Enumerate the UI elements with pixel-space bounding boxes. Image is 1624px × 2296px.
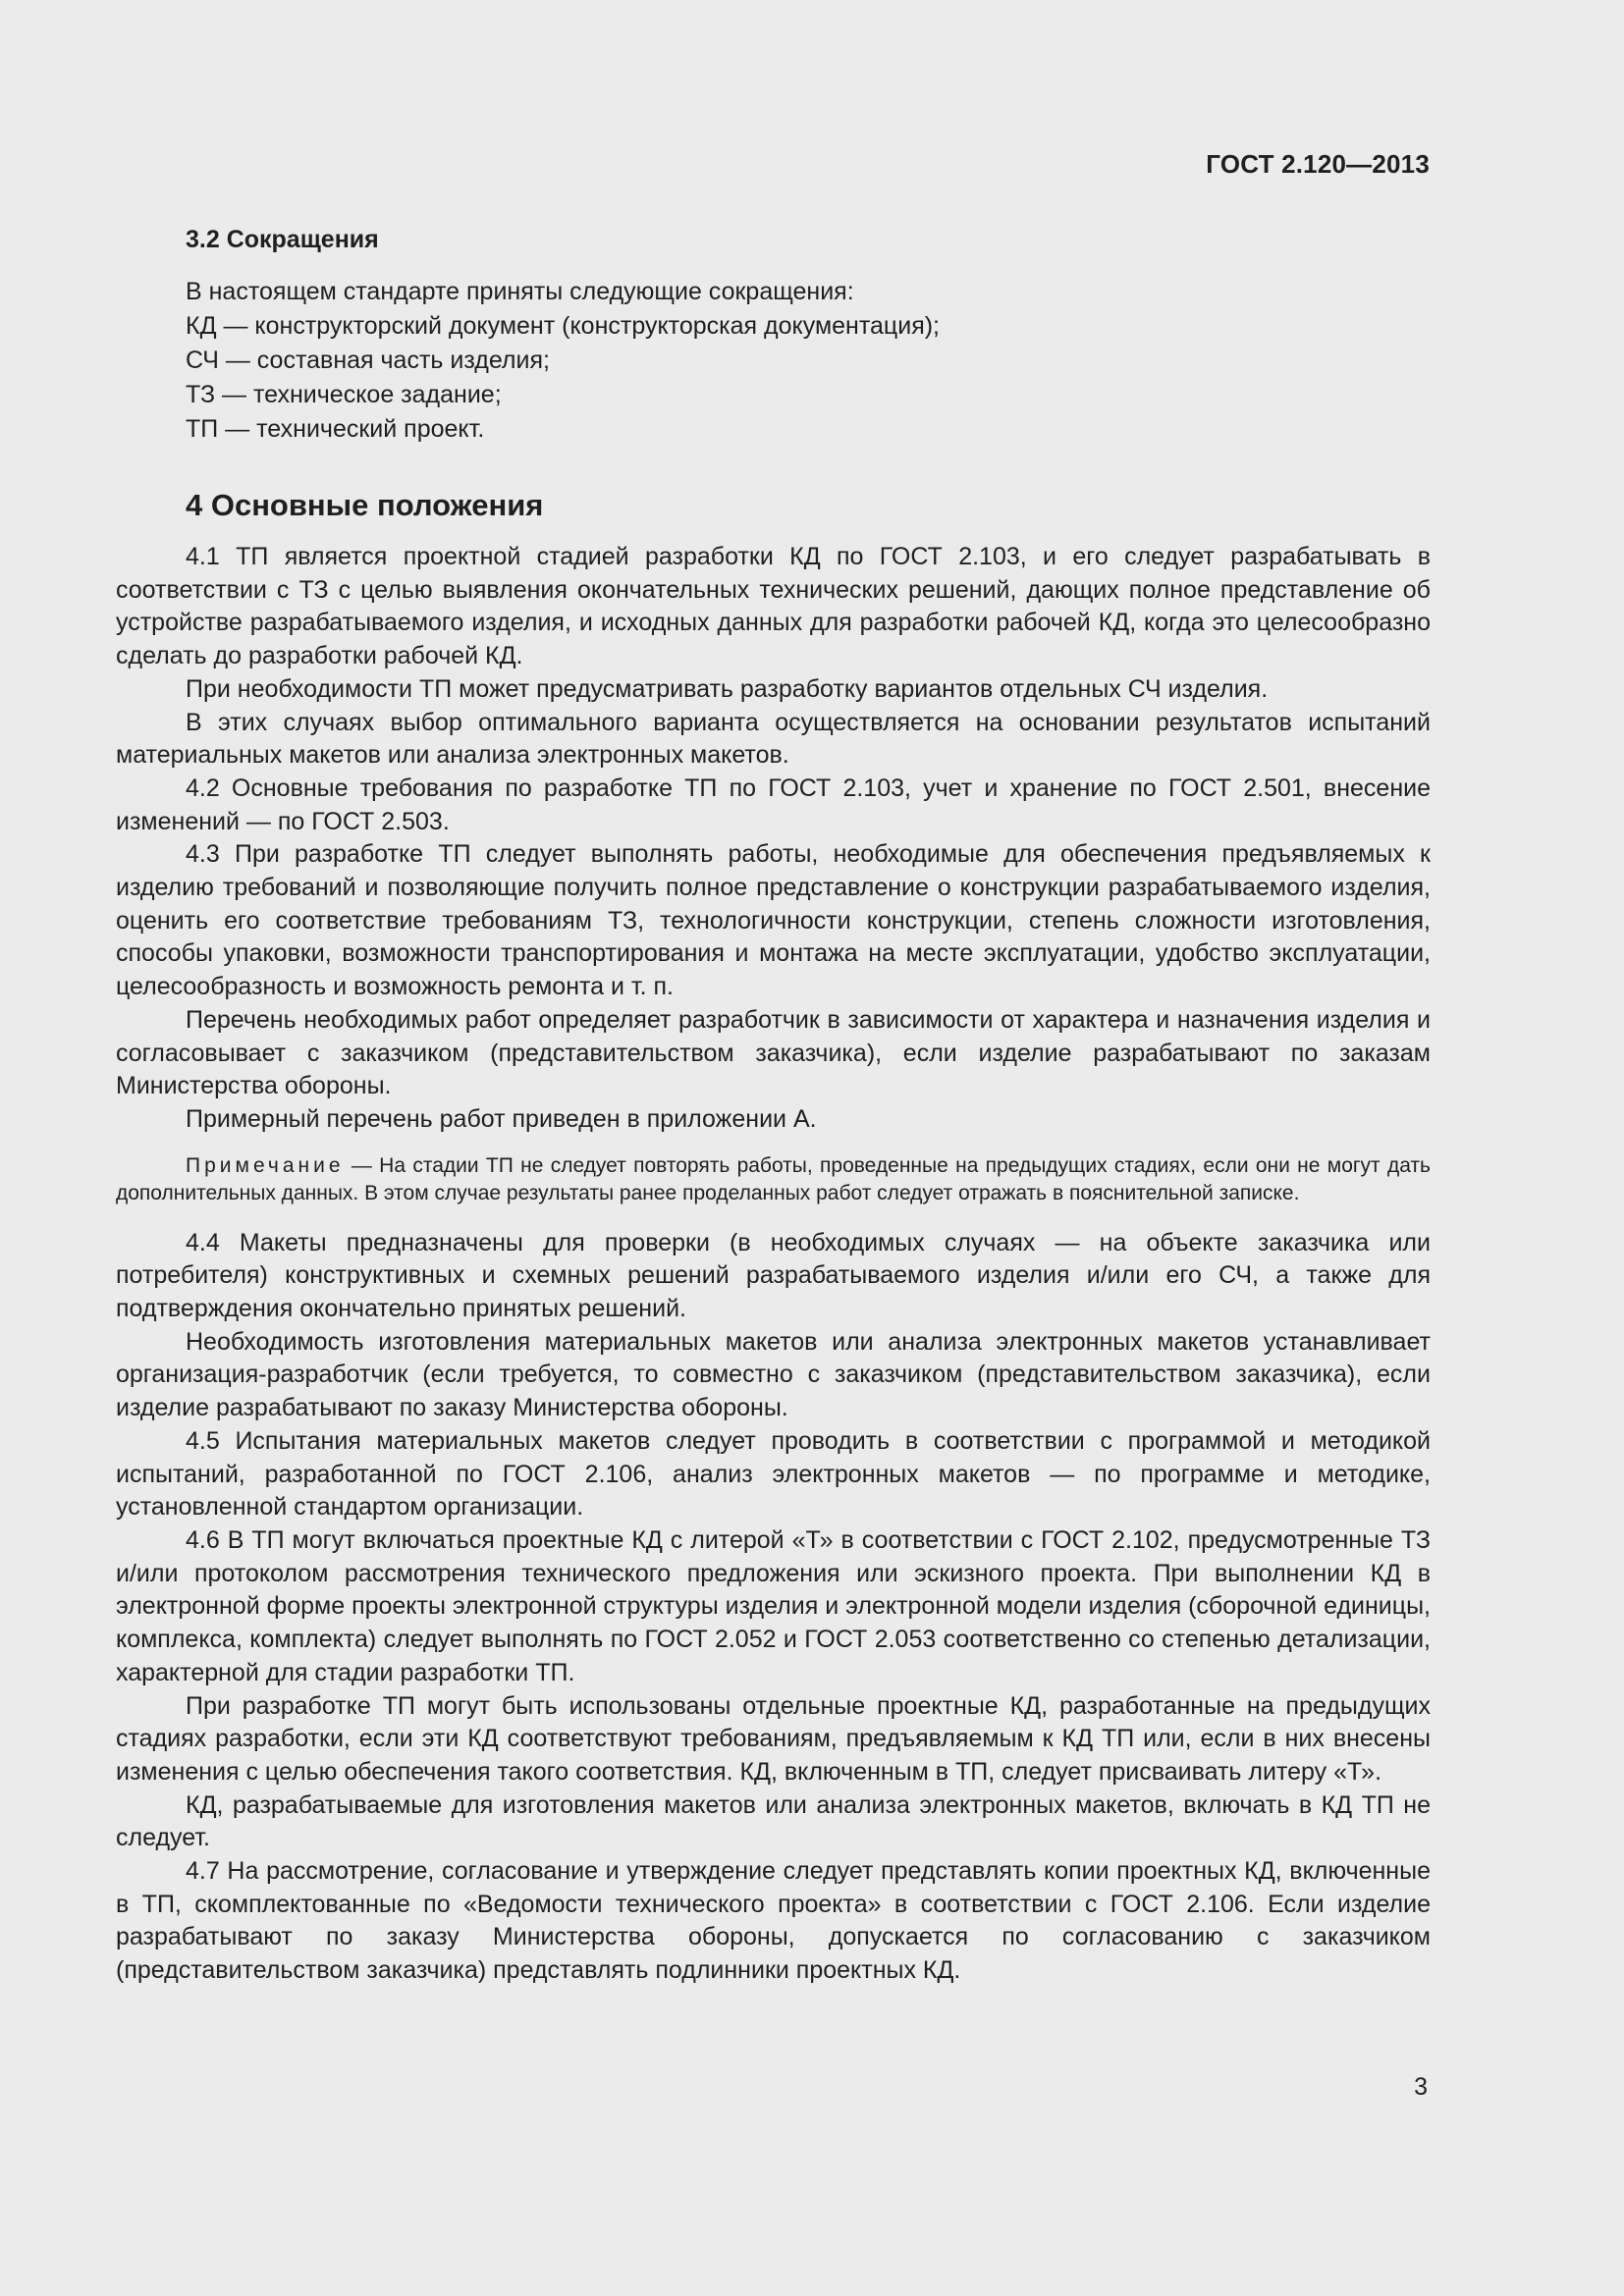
- paragraph: При разработке ТП могут быть использованы отдельные проектные КД, разработанные на предыдущих стадиях разработки, если эти КД соответствуют требованиям, предъявляемым к КД ТП или, если в них внесены изменения с целью обеспечения такого соответствия. КД, включенным в ТП, следует присваивать литеру «Т».: [116, 1691, 1431, 1786]
- paragraph: 4.6 В ТП могут включаться проектные КД с литерой «Т» в соответствии с ГОСТ 2.102, предусмотренные ТЗ и/или протоколом рассмотрения технического предложения или эскизного проекта. При выполнении КД в электронной форме проекты электронной структуры изделия и электронной модели изделия (сборочной единицы, комплекса, комплекта) следует выполнять по ГОСТ 2.052 и ГОСТ 2.053 соответственно со степенью детализации, характерной для стадии разработки ТП.: [116, 1525, 1431, 1686]
- abbreviation-item: КД — конструкторский документ (конструкторская документация);: [186, 312, 941, 340]
- paragraph: При необходимости ТП может предусматривать разработку вариантов отдельных СЧ изделия.: [186, 674, 1269, 703]
- abbreviations-list: [186, 275, 1431, 447]
- note-text: — На стадии ТП не следует повторять работы, проведенные на предыдущих стадиях, если они не могут дать дополнительных данных. В этом случае результаты ранее проделанных работ следует отражать в пояснительной записке.: [116, 1153, 1431, 1204]
- paragraph: КД, разрабатываемые для изготовления макетов или анализа электронных макетов, включать в КД ТП не следует.: [116, 1790, 1431, 1852]
- section-title: 4 Основные положения: [186, 488, 544, 522]
- page-number: 3: [1414, 2073, 1428, 2101]
- paragraph: Перечень необходимых работ определяет разработчик в зависимости от характера и назначения изделия и согласовывает с заказчиком (представительством заказчика), если изделие разрабатывают по заказам Министерства обороны.: [116, 1005, 1431, 1100]
- abbreviation-item: ТЗ — техническое задание;: [186, 381, 502, 408]
- subsection-title: 3.2 Сокращения: [186, 226, 379, 253]
- paragraph: Необходимость изготовления материальных макетов или анализа электронных макетов устанавливает организация-разработчик (если требуется, то совместно с заказчиком (представительством заказчика), если изделие разрабатывают по заказу Министерства обороны.: [116, 1327, 1431, 1422]
- note-label: Примечание: [186, 1153, 345, 1177]
- abbreviations-intro: В настоящем стандарте приняты следующие сокращения:: [186, 278, 854, 305]
- paragraph: 4.7 На рассмотрение, согласование и утверждение следует представлять копии проектных КД, включенные в ТП, скомплектованные по «Ведомости технического проекта» в соответствии с ГОСТ 2.106. Если изделие разрабатывают по заказу Министерства обороны, допускается по согласованию с заказчиком (представительством заказчика) представлять подлинники проектных КД.: [116, 1857, 1431, 1985]
- abbreviation-item: СЧ — составная часть изделия;: [186, 347, 550, 374]
- abbreviation-item: ТП — технический проект.: [186, 415, 485, 443]
- paragraph: Примерный перечень работ приведен в приложении А.: [186, 1104, 817, 1133]
- paragraph: 4.3 При разработке ТП следует выполнять работы, необходимые для обеспечения предъявляемых к изделию требований и позволяющие получить полное представление о конструкции разрабатываемого изделия, оценить его соответствие требованиям ТЗ, технологичности конструкции, степень сложности изготовления, способы упаковки, возможности транспортирования и монтажа на месте эксплуатации, удобство эксплуатации, целесообразность и возможность ремонта и т. п.: [116, 840, 1431, 1001]
- paragraph: 4.4 Макеты предназначены для проверки (в необходимых случаях — на объекте заказчика или потребителя) конструктивных и схемных решений разрабатываемого изделия и/или его СЧ, а также для подтверждения окончательно принятых решений.: [116, 1228, 1431, 1323]
- paragraph: В этих случаях выбор оптимального варианта осуществляется на основании результатов испытаний материальных макетов или анализа электронных макетов.: [116, 708, 1431, 770]
- page-content: [116, 222, 1431, 1988]
- document-code: ГОСТ 2.120—2013: [1206, 149, 1430, 179]
- paragraph: 4.2 Основные требования по разработке ТП по ГОСТ 2.103, учет и хранение по ГОСТ 2.501, внесение изменений — по ГОСТ 2.503.: [116, 774, 1431, 835]
- note-block: [116, 1152, 1431, 1207]
- paragraph: 4.5 Испытания материальных макетов следует проводить в соответствии с программой и методикой испытаний, разработанной по ГОСТ 2.106, анализ электронных макетов — по программе и методике, установленной стандартом организации.: [116, 1426, 1431, 1522]
- paragraph: 4.1 ТП является проектной стадией разработки КД по ГОСТ 2.103, и его следует разрабатывать в соответствии с ТЗ с целью выявления окончательных технических решений, дающих полное представление об устройстве разрабатываемого изделия, и исходных данных для разработки рабочей КД, когда это целесообразно сделать до разработки рабочей КД.: [116, 543, 1431, 670]
